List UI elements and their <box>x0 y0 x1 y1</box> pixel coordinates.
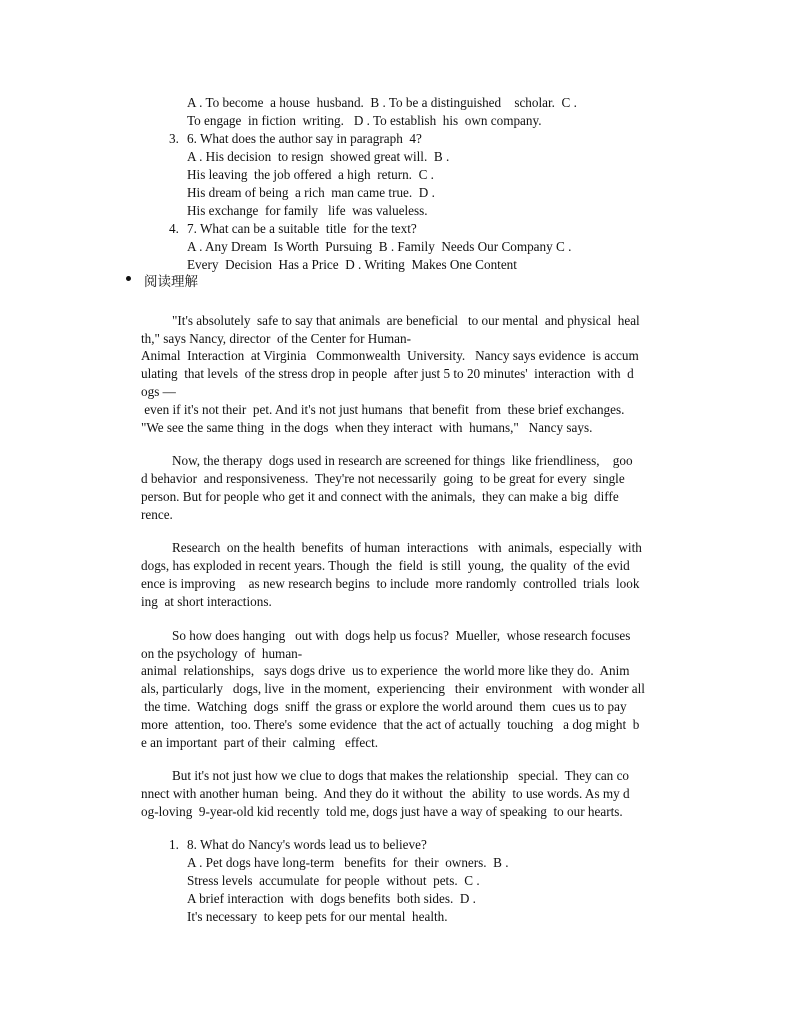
passage-line: ogs — <box>141 384 176 399</box>
list-number: 4. <box>169 221 179 236</box>
option-line: A brief interaction with dogs benefits both sides. D . <box>187 891 476 906</box>
bullet-icon <box>126 276 131 281</box>
option-line: His exchange for family life was valueless. <box>187 203 428 218</box>
list-number: 1. <box>169 837 179 852</box>
option-line: A . Pet dogs have long-term benefits for their owners. B . <box>187 855 509 870</box>
passage-line: nnect with another human being. And they do it without the ability to use words. As my d <box>141 786 630 801</box>
passage-line: "We see the same thing in the dogs when they interact with humans," Nancy says. <box>141 420 593 435</box>
passage-line: e an important part of their calming effect. <box>141 735 379 750</box>
passage-line: even if it's not their pet. And it's not just humans that benefit from these brief exchanges. <box>141 402 625 417</box>
passage-line: Animal Interaction at Virginia Commonwealth University. Nancy says evidence is accum <box>141 348 639 363</box>
question-stem: 7. What can be a suitable title for the text? <box>187 221 417 236</box>
option-line: A . His decision to resign showed great will. B . <box>187 149 450 164</box>
passage-line: the time. Watching dogs sniff the grass or explore the world around them cues us to pay <box>141 699 627 714</box>
passage-line: more attention, too. There's some evidence that the act of actually touching a dog might b <box>141 717 640 732</box>
passage-line: d behavior and responsiveness. They're not necessarily going to be great for every single <box>141 471 625 486</box>
passage-line: rence. <box>141 507 173 522</box>
passage-line: "It's absolutely safe to say that animals are beneficial to our mental and physical heal <box>172 313 640 328</box>
passage-line: og-loving 9-year-old kid recently told me, dogs just have a way of speaking to our hearts. <box>141 804 623 819</box>
passage-line: on the psychology of human- <box>141 646 303 661</box>
option-line: His dream of being a rich man came true. D . <box>187 185 435 200</box>
passage-line: ulating that levels of the stress drop in people after just 5 to 20 minutes' interaction with d <box>141 366 634 381</box>
passage-line: Research on the health benefits of human interactions with animals, especially with <box>172 540 642 555</box>
passage-line: ence is improving as new research begins to include more randomly controlled trials look <box>141 576 640 591</box>
option-line: A . Any Dream Is Worth Pursuing B . Family Needs Our Company C . <box>187 239 572 254</box>
option-line: It's necessary to keep pets for our mental health. <box>187 909 448 924</box>
passage-line: So how does hanging out with dogs help us focus? Mueller, whose research focuses <box>172 628 631 643</box>
question-stem: 6. What does the author say in paragraph 4? <box>187 131 422 146</box>
option-line: A . To become a house husband. B . To be a distinguished scholar. C . <box>187 95 577 110</box>
option-line: Stress levels accumulate for people without pets. C . <box>187 873 480 888</box>
option-line: To engage in fiction writing. D . To establish his own company. <box>187 113 542 128</box>
section-heading: 阅读理解 <box>144 274 198 290</box>
passage-line: ing at short interactions. <box>141 594 272 609</box>
question-stem: 8. What do Nancy's words lead us to believe? <box>187 837 427 852</box>
passage-line: animal relationships, says dogs drive us to experience the world more like they do. Anim <box>141 663 630 678</box>
option-line: Every Decision Has a Price D . Writing Makes One Content <box>187 257 517 272</box>
passage-line: th," says Nancy, director of the Center for Human- <box>141 331 412 346</box>
passage-line: person. But for people who get it and connect with the animals, they can make a big diffe <box>141 489 619 504</box>
passage-line: als, particularly dogs, live in the moment, experiencing their environment with wonder all <box>141 681 645 696</box>
option-line: His leaving the job offered a high return. C . <box>187 167 434 182</box>
passage-line: But it's not just how we clue to dogs that makes the relationship special. They can co <box>172 768 630 783</box>
list-number: 3. <box>169 131 179 146</box>
passage-line: dogs, has exploded in recent years. Though the field is still young, the quality of the evid <box>141 558 630 573</box>
passage-line: Now, the therapy dogs used in research are screened for things like friendliness, goo <box>172 453 633 468</box>
